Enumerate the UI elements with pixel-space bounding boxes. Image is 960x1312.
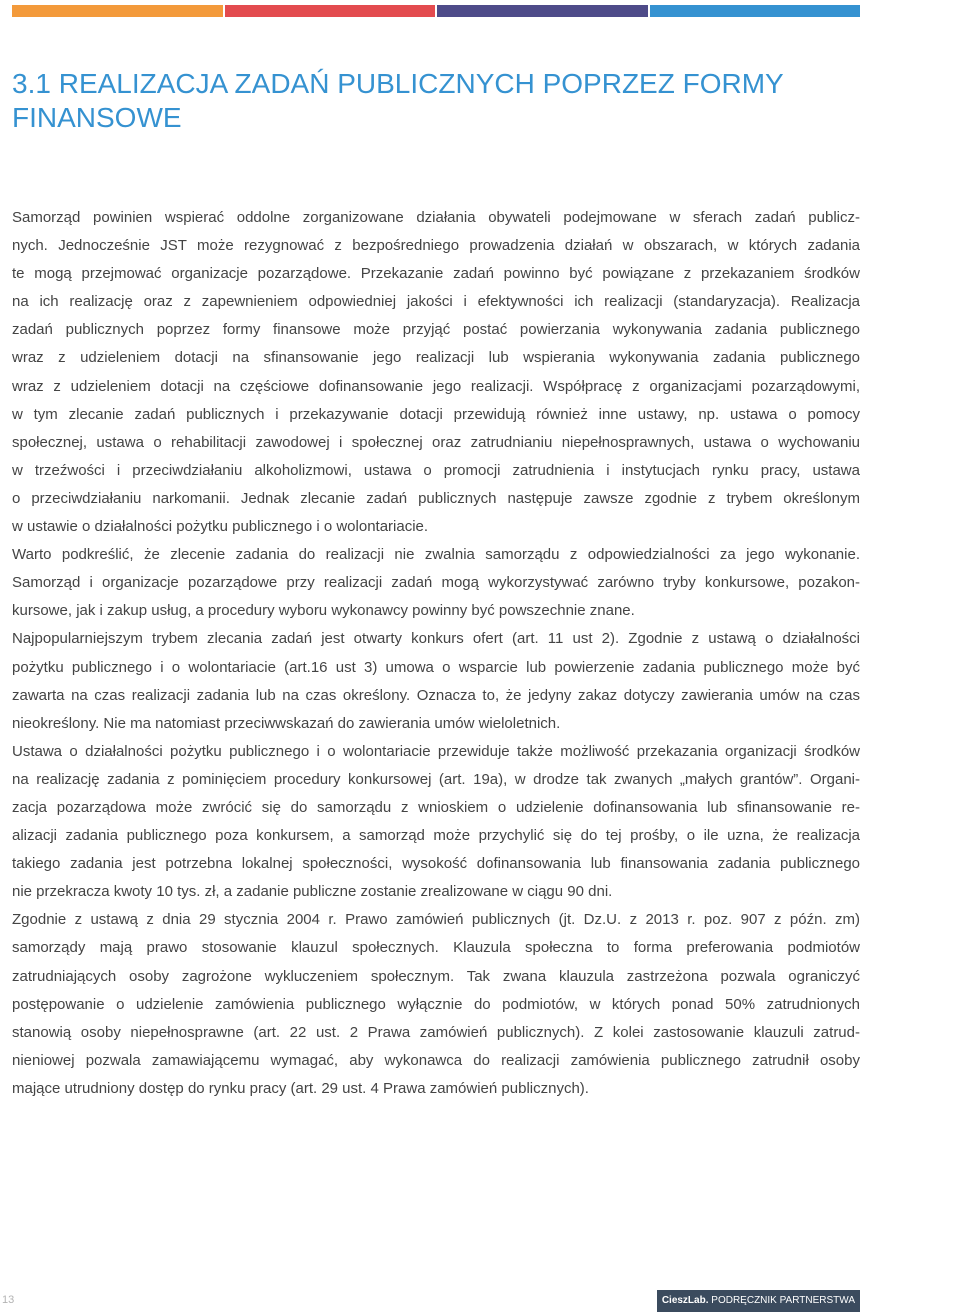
text-line: zawarta na czas realizacji zadania lub na czas określony. Oznacza to, że jedyny zakaz dotyczy zawierania umów na czas: [12, 686, 860, 704]
text-line: zatrudniających osoby zagrożone wykluczeniem społecznym. Tak zwana klauzula zastrzeżona pozwala ograniczyć: [12, 967, 860, 985]
text-line: wraz z udzieleniem dotacji na częściowe dofinansowanie jego realizacji. Współpracę z organizacjami pozarządowymi,: [12, 377, 860, 395]
paragraph: [12, 906, 860, 1103]
body-text: [12, 204, 860, 1103]
text-line: społecznej, ustawa o rehabilitacji zawodowej i społecznej oraz zatrudnianiu niepełnosprawnych, ustawa o wychowaniu: [12, 433, 860, 451]
text-line: Najpopularniejszym trybem zlecania zadań jest otwarty konkurs ofert (art. 11 ust 2). Zgodnie z ustawą o działalności: [12, 630, 860, 648]
text-line: alizacji zadania publicznego poza konkursem, a samorząd może przychylić się do tej prośby, o ile uzna, że realizacja: [12, 827, 860, 845]
text-line: nych. Jednocześnie JST może rezygnować z bezpośredniego prowadzenia działań w obszarach, w których zadania: [12, 237, 860, 255]
text-line: pożytku publicznego i o wolontariacie (art.16 ust 3) umowa o wsparcie lub powierzenie zadania publicznego może być: [12, 658, 860, 676]
text-line: kursowe, jak i zakup usług, a procedury wyboru wykonawcy powinny być powszechnie znane.: [12, 602, 635, 620]
text-line: w trzeźwości i przeciwdziałaniu alkoholizmowi, ustawa o promocji zatrudnienia i instytucjach rynku pracy, ustawa: [12, 461, 860, 479]
section-number: 3.1: [12, 68, 51, 99]
footer-publication-title: PODRĘCZNIK PARTNERSTWA: [711, 1295, 855, 1306]
text-line: nie przekracza kwoty 10 tys. zł, a zadanie publiczne zostanie zrealizowane w ciągu 90 dni.: [12, 883, 613, 901]
text-line: Ustawa o działalności pożytku publicznego i o wolontariacie przewiduje także możliwość przekazania organizacji środków: [12, 742, 860, 760]
accent-bar-segment-orange: [12, 5, 223, 17]
text-line: Samorząd i organizacje pozarządowe przy realizacji zadań mogą wykorzystywać zarówno tryby konkursowe, pozakon-: [12, 574, 860, 592]
section-title: REALIZACJA ZADAŃ PUBLICZNYCH POPRZEZ FORMY FINANSOWE: [12, 68, 784, 133]
accent-bar-segment-purple: [437, 5, 648, 17]
footer-brand: CieszLab.: [661, 1295, 709, 1306]
text-line: zadań publicznych poprzez formy finansowe może przyjąć postać powierzania wykonywania zadania publicznego: [12, 321, 860, 339]
paragraph: [12, 569, 860, 625]
text-line: nieniowej pozwala zamawiającemu wymagać, aby wykonawca do realizacji zamówienia publicznego zatrudnił osoby: [12, 1051, 860, 1069]
text-line: nieokreślony. Nie ma natomiast przeciwwskazań do zawierania umów wieloletnich.: [12, 714, 561, 732]
text-line: takiego zadania jest potrzebna lokalnej społeczności, wysokość dofinansowania lub finansowania zadania publicznego: [12, 855, 860, 873]
page-number: 13: [2, 1294, 15, 1306]
text-line: w ustawie o działalności pożytku publicznego i o wolontariacie.: [12, 518, 429, 536]
text-line: wraz z udzieleniem dotacji na sfinansowanie jego realizacji lub wspierania wykonywania zadania publicznego: [12, 349, 860, 367]
text-line: te mogą przejmować organizacje pozarządowe. Przekazanie zadań powinno być powiązane z przekazaniem środków: [12, 265, 860, 283]
accent-bar-segment-red: [225, 5, 436, 17]
section-heading: [12, 67, 860, 135]
paragraph: [12, 204, 860, 541]
text-line: Warto podkreślić, że zlecenie zadania do realizacji nie zwalnia samorządu z odpowiedzialności za jego wykonanie.: [12, 546, 860, 564]
text-line: stanowią osoby niepełnosprawne (art. 22 ust. 2 Prawa zamówień publicznych). Z kolei zastosowanie klauzuli zatrud-: [12, 1023, 860, 1041]
paragraph: [12, 625, 860, 737]
text-line: zacja pozarządowa może zwrócić się do samorządu z wnioskiem o udzielenie dofinansowania lub sfinansowanie re-: [12, 798, 860, 816]
text-line: na ich realizację oraz z zapewnieniem odpowiedniej jakości i efektywności ich realizacji (standaryzacja). Realizacja: [12, 293, 860, 311]
text-line: na realizację zadania z pominięciem procedury konkursowej (art. 19a), w drodze tak zwanych „małych grantów”. Organi-: [12, 770, 860, 788]
text-line: Samorząd powinien wspierać oddolne zorganizowane działania obywateli podejmowane w sferach zadań publicz-: [12, 209, 860, 226]
text-line: samorządy mają prawo stosowanie klauzul społecznych. Klauzula społeczna to forma preferowania podmiotów: [12, 939, 860, 957]
accent-bar-segment-blue: [650, 5, 861, 17]
paragraph: [12, 541, 860, 569]
text-line: postępowanie o udzielenie zamówienia publicznego wyłącznie do podmiotów, w których ponad 50% zatrudnionych: [12, 995, 860, 1013]
text-line: Zgodnie z ustawą z dnia 29 stycznia 2004 r. Prawo zamówień publicznych (jt. Dz.U. z 2013 r. poz. 907 z późn. zm): [12, 911, 860, 929]
text-line: mające utrudniony dostęp do rynku pracy (art. 29 ust. 4 Prawa zamówień publicznych).: [12, 1079, 589, 1097]
footer-banner: [657, 1290, 860, 1312]
color-accent-bar: [12, 5, 860, 17]
paragraph: [12, 738, 860, 907]
text-line: w tym zlecanie zadań publicznych i przekazywanie dotacji przewidują również inne ustawy, np. ustawa o pomocy: [12, 405, 860, 423]
text-line: o przeciwdziałaniu narkomanii. Jednak zlecanie zadań publicznych następuje zawsze zgodnie z trybem określonym: [12, 489, 860, 507]
